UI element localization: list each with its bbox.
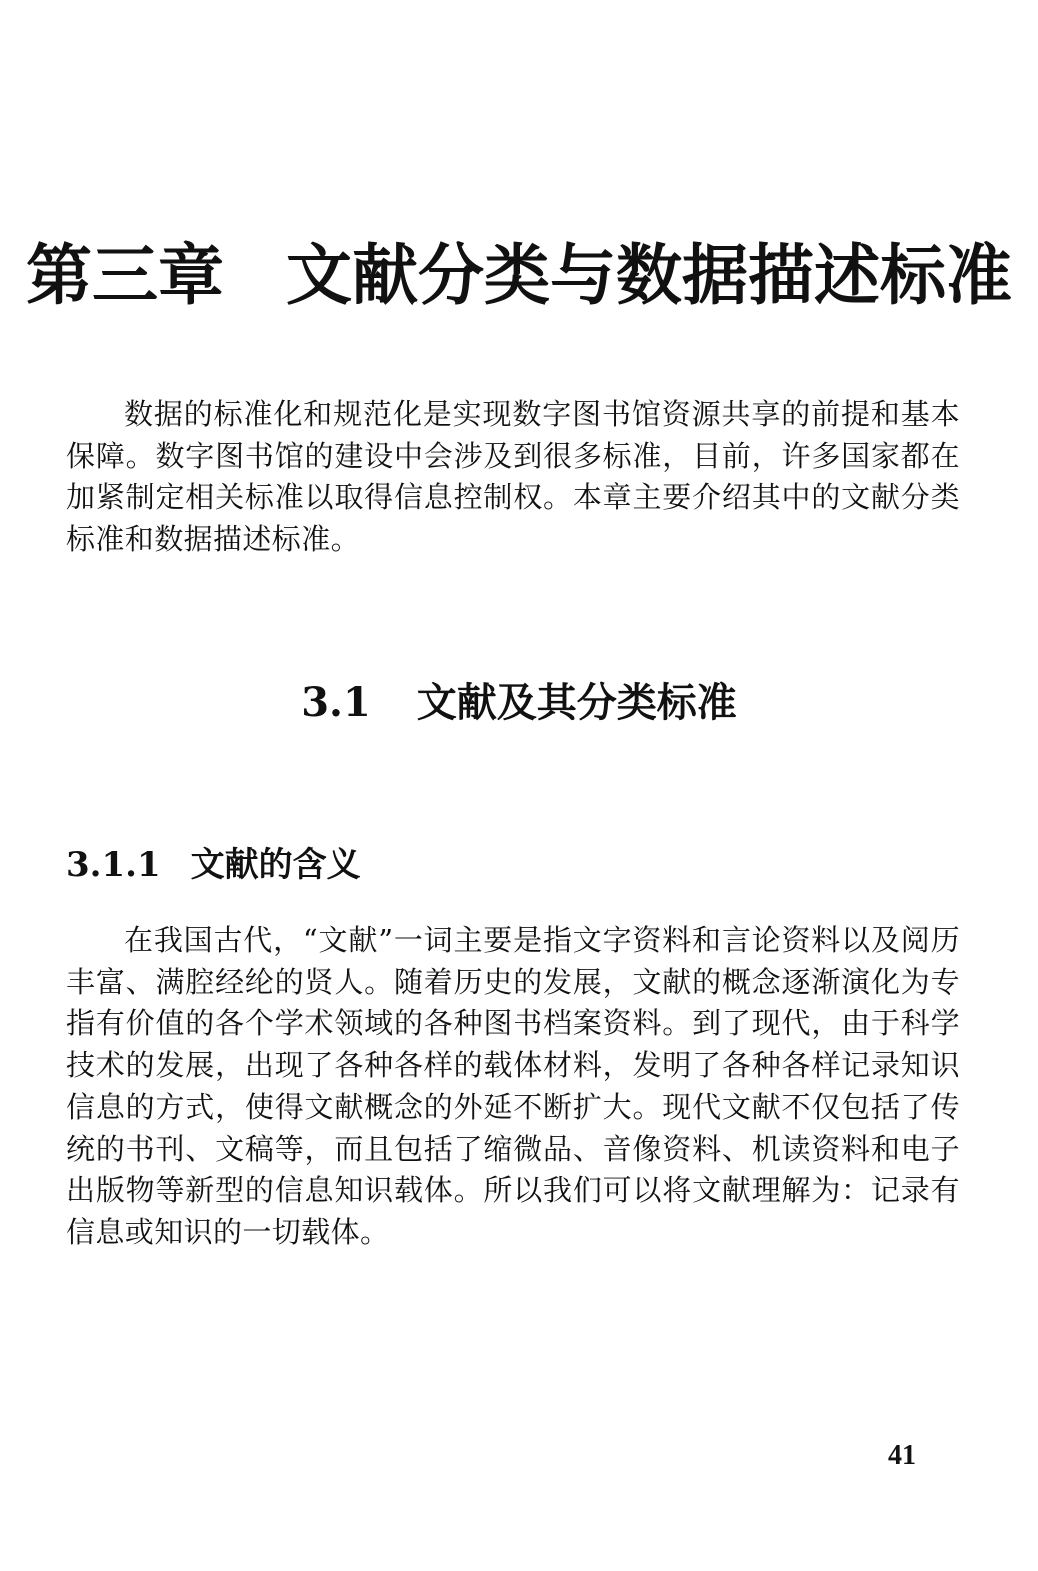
intro-paragraph: 数据的标准化和规范化是实现数字图书馆资源共享的前提和基本保障。数字图书馆的建设中会涉及到很多标准，目前，许多国家都在加紧制定相关标准以取得信息控制权。本章主要介绍其中的文献分类标准和数据描述标准。 xyxy=(66,397,960,557)
subsection-title: 文献的含义 xyxy=(190,845,361,885)
chapter-heading xyxy=(0,236,1038,316)
section-number: 3.1 xyxy=(301,679,371,726)
body-paragraph: 在我国古代，“文献”一词主要是指文字资料和言论资料以及阅历丰富、满腔经纶的贤人。随着历史的发展，文献的概念逐渐演化为专指有价值的各个学术领域的各种图书档案资料。到了现代，由于科学技术的发展，出现了各种各样的载体材料，发明了各种各样记录知识信息的方式，使得文献概念的外延不断扩大。现代文献不仅包括了传统的书刊、文稿等，而且包括了缩微品、音像资料、机读资料和电子出版物等新型的信息知识载体。所以我们可以将文献理解为：记录有信息或知识的一切载体。 xyxy=(66,923,960,1249)
chapter-title: 文献分类与数据描述标准 xyxy=(286,237,1012,314)
section-heading xyxy=(0,678,1038,728)
chapter-number: 第三章 xyxy=(26,237,224,314)
subsection-heading xyxy=(66,843,361,887)
section-title: 文献及其分类标准 xyxy=(416,680,737,726)
subsection-number: 3.1.1 xyxy=(66,845,161,885)
page-number: 41 xyxy=(888,1440,916,1471)
